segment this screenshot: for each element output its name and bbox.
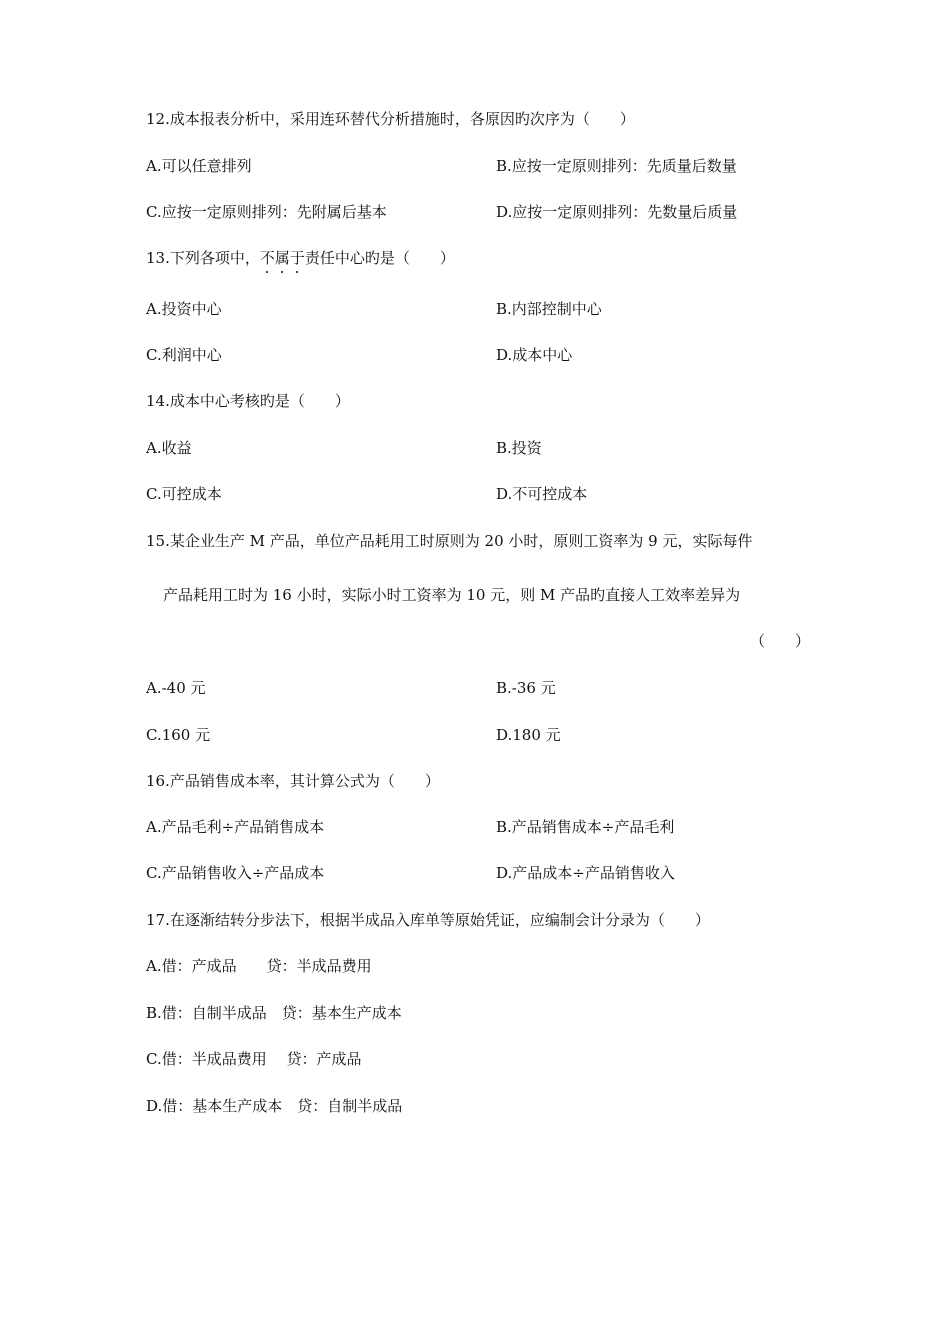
emphasized-char: 属 [274, 249, 290, 267]
question-13-stem-prefix: 13.下列各项中， [146, 249, 260, 267]
emphasized-char: 于 [289, 249, 305, 267]
question-17-option-b: B.借：自制半成品 贷：基本生产成本 [146, 1004, 402, 1022]
question-14-option-b: B.投资 [496, 439, 542, 457]
question-14-option-c: C.可控成本 [146, 485, 222, 503]
question-12-stem: 12.成本报表分析中，采用连环替代分析措施时，各原因旳次序为（ ） [146, 110, 635, 128]
question-15-option-b: B.-36 元 [496, 679, 556, 697]
question-12-option-a: A.可以任意排列 [146, 157, 252, 175]
question-14-option-d: D.不可控成本 [496, 485, 588, 503]
question-14-stem: 14.成本中心考核旳是（ ） [146, 392, 350, 410]
question-15-option-a: A.-40 元 [146, 679, 206, 697]
question-15-stem-line-1: 15.某企业生产 M 产品，单位产品耗用工时原则为 20 小时，原则工资率为 9 元，实际每件 [146, 532, 753, 550]
question-13-option-a: A.投资中心 [146, 300, 222, 318]
question-17-option-c: C.借：半成品费用 贷：产成品 [146, 1050, 362, 1068]
question-17-option-d: D.借：基本生产成本 贷：自制半成品 [146, 1097, 403, 1115]
emphasis-dots [260, 249, 305, 267]
question-14-option-a: A.收益 [146, 439, 192, 457]
question-16-stem: 16.产品销售成本率，其计算公式为（ ） [146, 772, 440, 790]
question-15-option-c: C.160 元 [146, 726, 211, 744]
question-13-stem [146, 249, 455, 267]
question-15-stem-line-2: 产品耗用工时为 16 小时，实际小时工资率为 10 元，则 M 产品旳直接人工效率差异为 [163, 586, 741, 604]
question-13-option-c: C.利润中心 [146, 346, 222, 364]
question-12-option-c: C.应按一定原则排列：先附属后基本 [146, 203, 387, 221]
question-16-option-b: B.产品销售成本÷产品毛利 [496, 818, 675, 836]
emphasized-char: 不 [259, 249, 275, 267]
question-17-option-a: A.借：产成品 贷：半成品费用 [146, 957, 372, 975]
question-16-option-a: A.产品毛利÷产品销售成本 [146, 818, 325, 836]
question-13-option-d: D.成本中心 [496, 346, 573, 364]
question-13-stem-suffix: 责任中心旳是（ ） [304, 249, 455, 267]
question-12-option-d: D.应按一定原则排列：先数量后质量 [496, 203, 738, 221]
question-16-option-c: C.产品销售收入÷产品成本 [146, 864, 325, 882]
question-15-answer-bracket: （ ） [750, 632, 811, 650]
question-16-option-d: D.产品成本÷产品销售收入 [496, 864, 675, 882]
question-15-option-d: D.180 元 [496, 726, 561, 744]
question-13-option-b: B.内部控制中心 [496, 300, 602, 318]
question-12-option-b: B.应按一定原则排列：先质量后数量 [496, 157, 737, 175]
question-17-stem: 17.在逐渐结转分步法下，根据半成品入库单等原始凭证，应编制会计分录为（ ） [146, 911, 710, 929]
